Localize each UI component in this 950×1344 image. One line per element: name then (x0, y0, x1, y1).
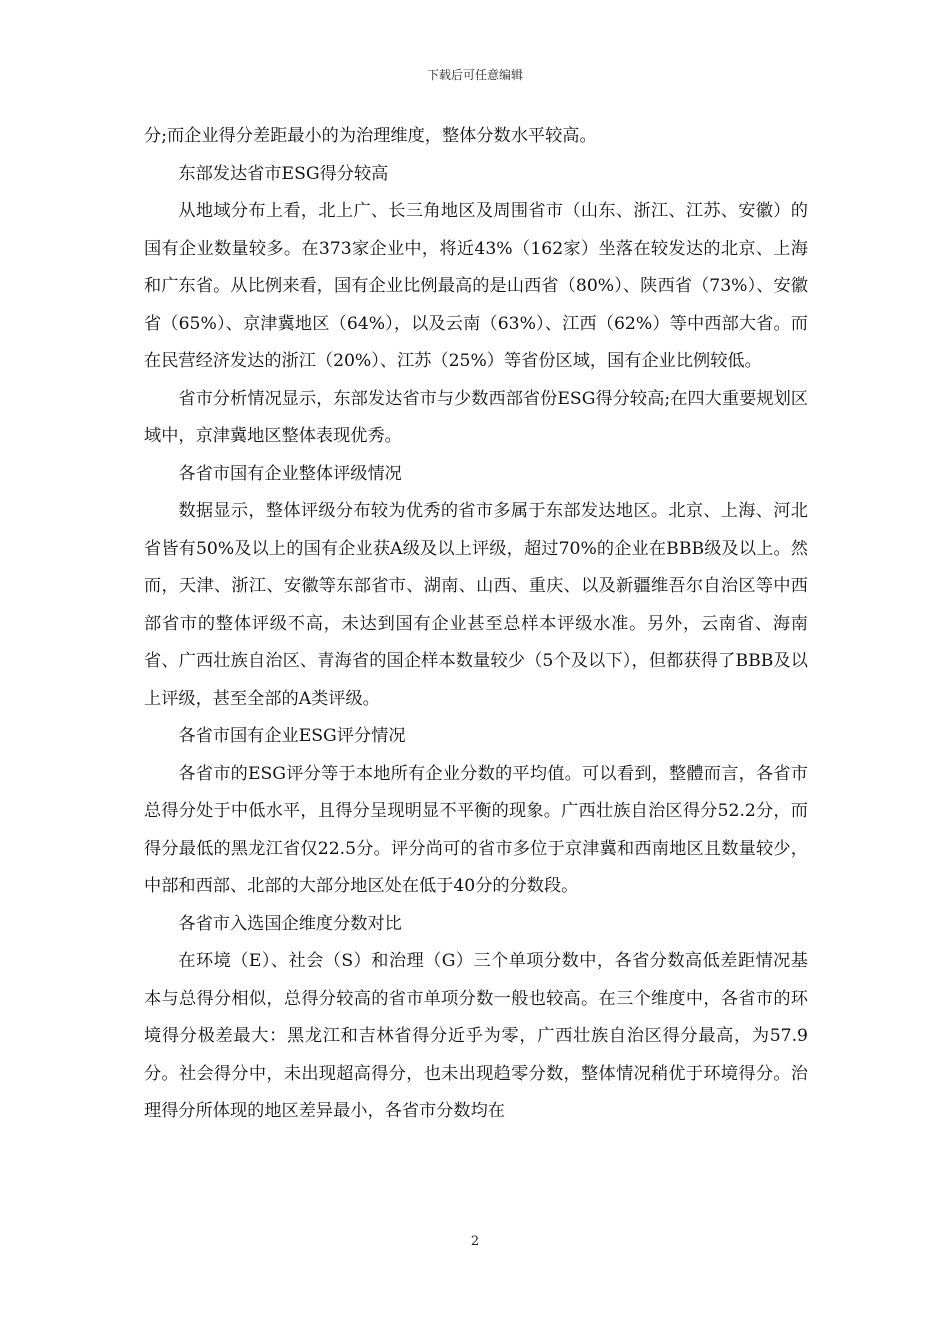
page-header: 下载后可任意编辑 (426, 68, 523, 82)
paragraph-regional-distribution: 从地域分布上看，北上广、长三角地区及周围省市（山东、浙江、江苏、安徽）的国有企业数量较多。在373家企业中，将近43%（162家）坐落在较发达的北京、上海和广东省。从比例来看，国有企业比例最高的是山西省（80%）、陕西省（73%）、安徽省（65%）、京津冀地区（64%），以及云南（63%）、江西（62%）等中西部大省。而在民营经济发达的浙江（20%）、江苏（25%）等省份区域，国有企业比例较低。 (144, 201, 808, 371)
body-text (144, 118, 808, 1131)
section-heading-overall-rating: 各省市国有企业整体评级情况 (178, 463, 402, 484)
paragraph-rating-details: 数据显示，整体评级分布较为优秀的省市多属于东部发达地区。北京、上海、河北省皆有50%及以上的国有企业获A级及以上评级，超过70%的企业在BBB级及以上。然而，天津、浙江、安徽等东部省市、湖南、山西、重庆、以及新疆维吾尔自治区等中西部省市的整体评级不高，未达到国有企业甚至总样本评级水准。另外，云南省、海南省、广西壮族自治区、青海省的国企样本数量较少（5个及以下），但都获得了BBB及以上评级，甚至全部的A类评级。 (144, 501, 808, 709)
section-heading-east-provinces: 东部发达省市ESG得分较高 (178, 163, 389, 184)
paragraph-continuation: 分;而企业得分差距最小的为治理维度，整体分数水平较高。 (144, 126, 597, 146)
paragraph-dimension-details: 在环境（E）、社会（S）和治理（G）三个单项分数中，各省分数高低差距情况基本与总得分相似，总得分较高的省市单项分数一般也较高。在三个维度中，各省市的环境得分极差最大：黑龙江和吉林省得分近乎为零，广西壮族自治区得分最高，为57.9分。社会得分中，未出现超高得分，也未出现趋零分数，整体情况稍优于环境得分。治理得分所体现的地区差异最小，各省市分数均在 (144, 951, 808, 1121)
paragraph-provincial-analysis: 省市分析情况显示，东部发达省市与少数西部省份ESG得分较高;在四大重要规划区域中，京津冀地区整体表现优秀。 (144, 388, 808, 446)
page-number: 2 (470, 1234, 480, 1249)
section-heading-dimension-comparison: 各省市入选国企维度分数对比 (178, 913, 402, 934)
section-heading-esg-scores: 各省市国有企业ESG评分情况 (178, 726, 406, 746)
paragraph-esg-score-details: 各省市的ESG评分等于本地所有企业分数的平均值。可以看到，整體而言，各省市总得分处于中低水平，且得分呈现明显不平衡的现象。广西壮族自治区得分52.2分，而得分最低的黑龙江省仅22.5分。评分尚可的省市多位于京津冀和西南地区且数量较少，中部和西部、北部的大部分地区处在低于40分的分数段。 (144, 763, 808, 896)
